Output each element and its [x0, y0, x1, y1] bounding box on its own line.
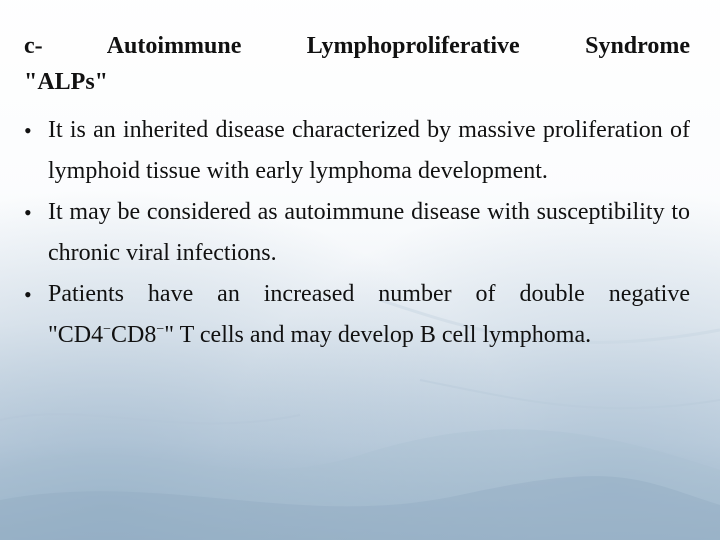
- bullet-list: [24, 110, 690, 356]
- bullet-icon: •: [24, 200, 32, 225]
- bullet-item: [24, 110, 690, 192]
- bullet-text-part: Patients have an increased number of double negative "CD4: [48, 281, 690, 348]
- slide-content: [24, 28, 690, 356]
- superscript-minus: −: [103, 322, 112, 337]
- bullet-text-part: CD8: [111, 322, 157, 348]
- bullet-item: [24, 192, 690, 274]
- slide-heading: c- Autoimmune Lymphoproliferative Syndrome: [24, 33, 690, 59]
- slide-heading-abbreviation: "ALPs": [24, 69, 108, 95]
- bullet-icon: •: [24, 282, 32, 307]
- bullet-text-part: " T cells and may develop B cell lymphoma.: [164, 322, 592, 348]
- bullet-icon: •: [24, 118, 32, 143]
- bullet-text: It is an inherited disease characterized by massive proliferation of lymphoid tissue with early lymphoma development.: [48, 117, 690, 184]
- superscript-minus: −: [156, 322, 165, 337]
- bullet-item: [24, 274, 690, 356]
- bullet-text: [48, 281, 690, 348]
- bullet-text: It may be considered as autoimmune disease with susceptibility to chronic viral infections.: [48, 199, 690, 266]
